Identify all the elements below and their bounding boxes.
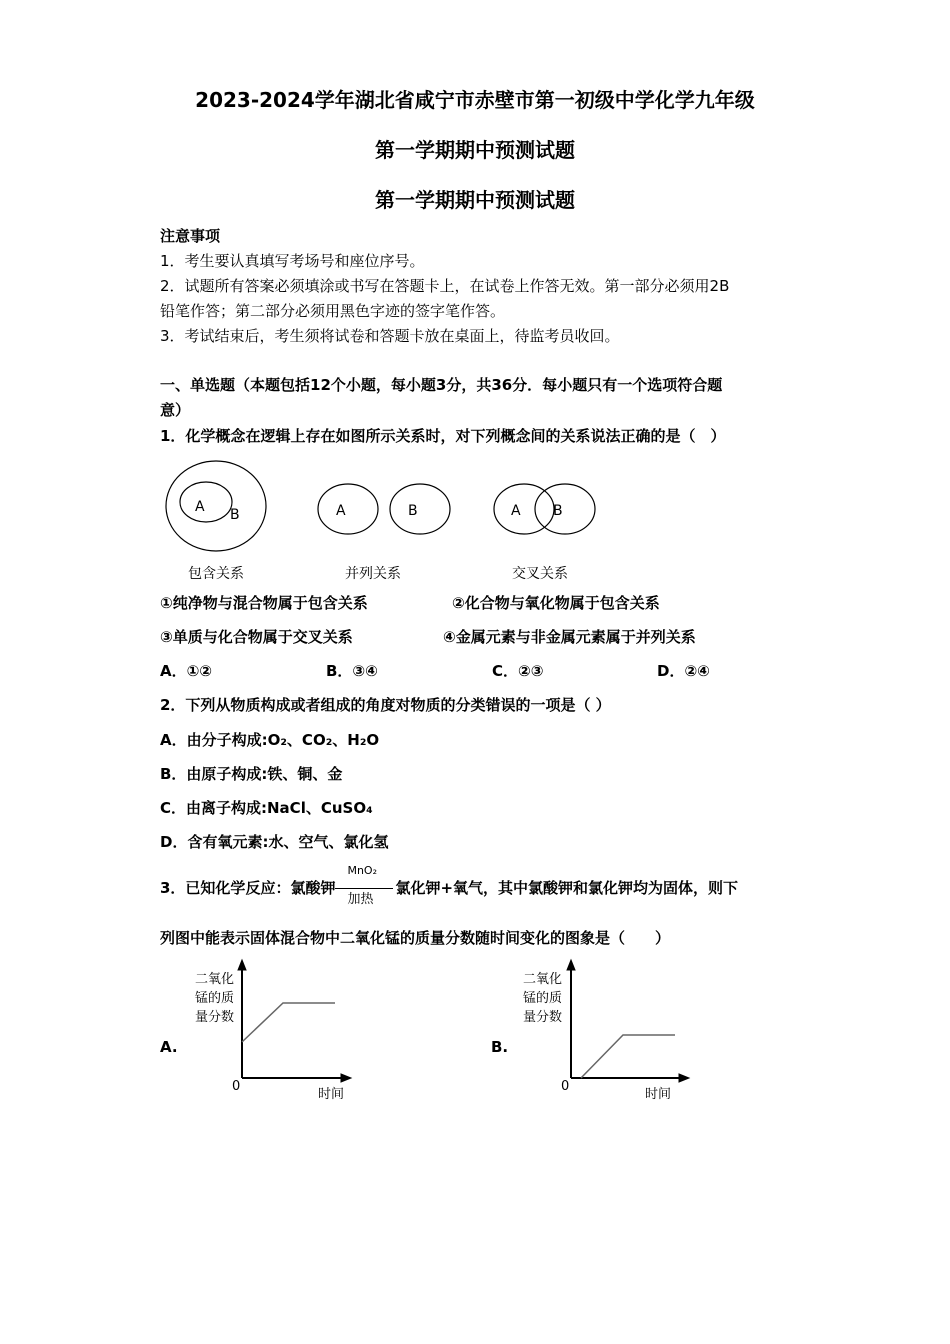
reaction-arrow: [335, 864, 395, 907]
title-line-3: 第一学期期中预测试题: [375, 188, 575, 212]
q2-stem: 2．下列从物质构成或者组成的角度对物质的分类错误的一项是（ ）: [160, 696, 611, 714]
section-heading: 一、单选题（本题包括12个小题，每小题3分，共36分．每小题只有一个选项符合题: [160, 376, 723, 394]
condition: 加热: [347, 892, 374, 907]
q1-option-c[interactable]: C．②③: [492, 662, 544, 680]
q2-option-b[interactable]: B．由原子构成:铁、铜、金: [160, 765, 343, 783]
q1-stem: 1．化学概念在逻辑上存在如图所示关系时，对下列概念间的关系说法正确的是（ ）: [160, 427, 726, 445]
q1-statement: ②化合物与氧化物属于包含关系: [452, 594, 660, 612]
q1-option-d[interactable]: D．②④: [657, 662, 710, 680]
label-b: B: [408, 503, 418, 519]
notice-item: 铅笔作答；第二部分必须用黑色字迹的签字笔作答。: [160, 302, 506, 320]
y-axis-label: 量分数: [523, 1010, 563, 1025]
q3-graph-b: [513, 958, 713, 1108]
y-axis-label: 二氧化: [523, 972, 563, 987]
q1-relation-diagram: [0, 455, 950, 595]
q2-option-d[interactable]: D．含有氧元素:水、空气、氯化氢: [160, 833, 389, 851]
origin-label: 0: [561, 1079, 570, 1094]
title-line-1: 2023-2024学年湖北省咸宁市赤壁市第一初级中学化学九年级: [195, 88, 755, 112]
y-axis-label: 锰的质: [195, 991, 235, 1006]
x-axis-label: 时间: [645, 1087, 672, 1102]
label-inclusion: 包含关系: [188, 566, 244, 582]
q1-statement: ③单质与化合物属于交叉关系: [160, 628, 353, 646]
q3-stem-part-2: 氯化钾+氧气，其中氯酸钾和氯化钾均为固体，则下: [395, 879, 739, 897]
y-axis-label: 量分数: [195, 1010, 235, 1025]
notice-heading: 注意事项: [160, 227, 221, 245]
notice-item: 2．试题所有答案必须填涂或书写在答题卡上，在试卷上作答无效。第一部分必须用2B: [160, 277, 730, 295]
q1-statement: ①纯净物与混合物属于包含关系: [160, 594, 368, 612]
q2-option-c[interactable]: C．由离子构成:NaCl、CuSO₄: [160, 799, 373, 817]
y-axis-label: 锰的质: [523, 991, 563, 1006]
catalyst: MnO₂: [347, 864, 377, 877]
notice-item: 1．考生要认真填写考场号和座位序号。: [160, 252, 425, 270]
q2-option-a[interactable]: A．由分子构成:O₂、CO₂、H₂O: [160, 731, 380, 749]
q3-option-a[interactable]: A.: [160, 1038, 178, 1056]
origin-label: 0: [232, 1079, 241, 1094]
label-a: A: [195, 499, 205, 515]
label-b: B: [230, 507, 240, 523]
label-intersect: 交叉关系: [512, 566, 568, 582]
q3-graph-a: [185, 958, 385, 1108]
q1-option-a[interactable]: A．①②: [160, 662, 213, 680]
y-axis-label: 二氧化: [195, 972, 235, 987]
notice-item: 3．考试结束后，考生须将试卷和答题卡放在桌面上，待监考员收回。: [160, 327, 620, 345]
q1-statement: ④金属元素与非金属元素属于并列关系: [443, 628, 696, 646]
label-a: A: [511, 503, 521, 519]
section-heading-cont: 意）: [160, 401, 191, 419]
q1-option-b[interactable]: B．③④: [326, 662, 378, 680]
label-parallel: 并列关系: [345, 566, 401, 582]
label-b: B: [553, 503, 563, 519]
title-line-2: 第一学期期中预测试题: [375, 138, 575, 162]
q3-option-b[interactable]: B.: [491, 1038, 509, 1056]
q3-stem-part-1: 3．已知化学反应：氯酸钾: [160, 879, 336, 897]
x-axis-label: 时间: [318, 1087, 345, 1102]
label-a: A: [336, 503, 346, 519]
q3-stem-cont: 列图中能表示固体混合物中二氧化锰的质量分数随时间变化的图象是（ ）: [160, 929, 671, 947]
q3-stem: [160, 864, 739, 907]
